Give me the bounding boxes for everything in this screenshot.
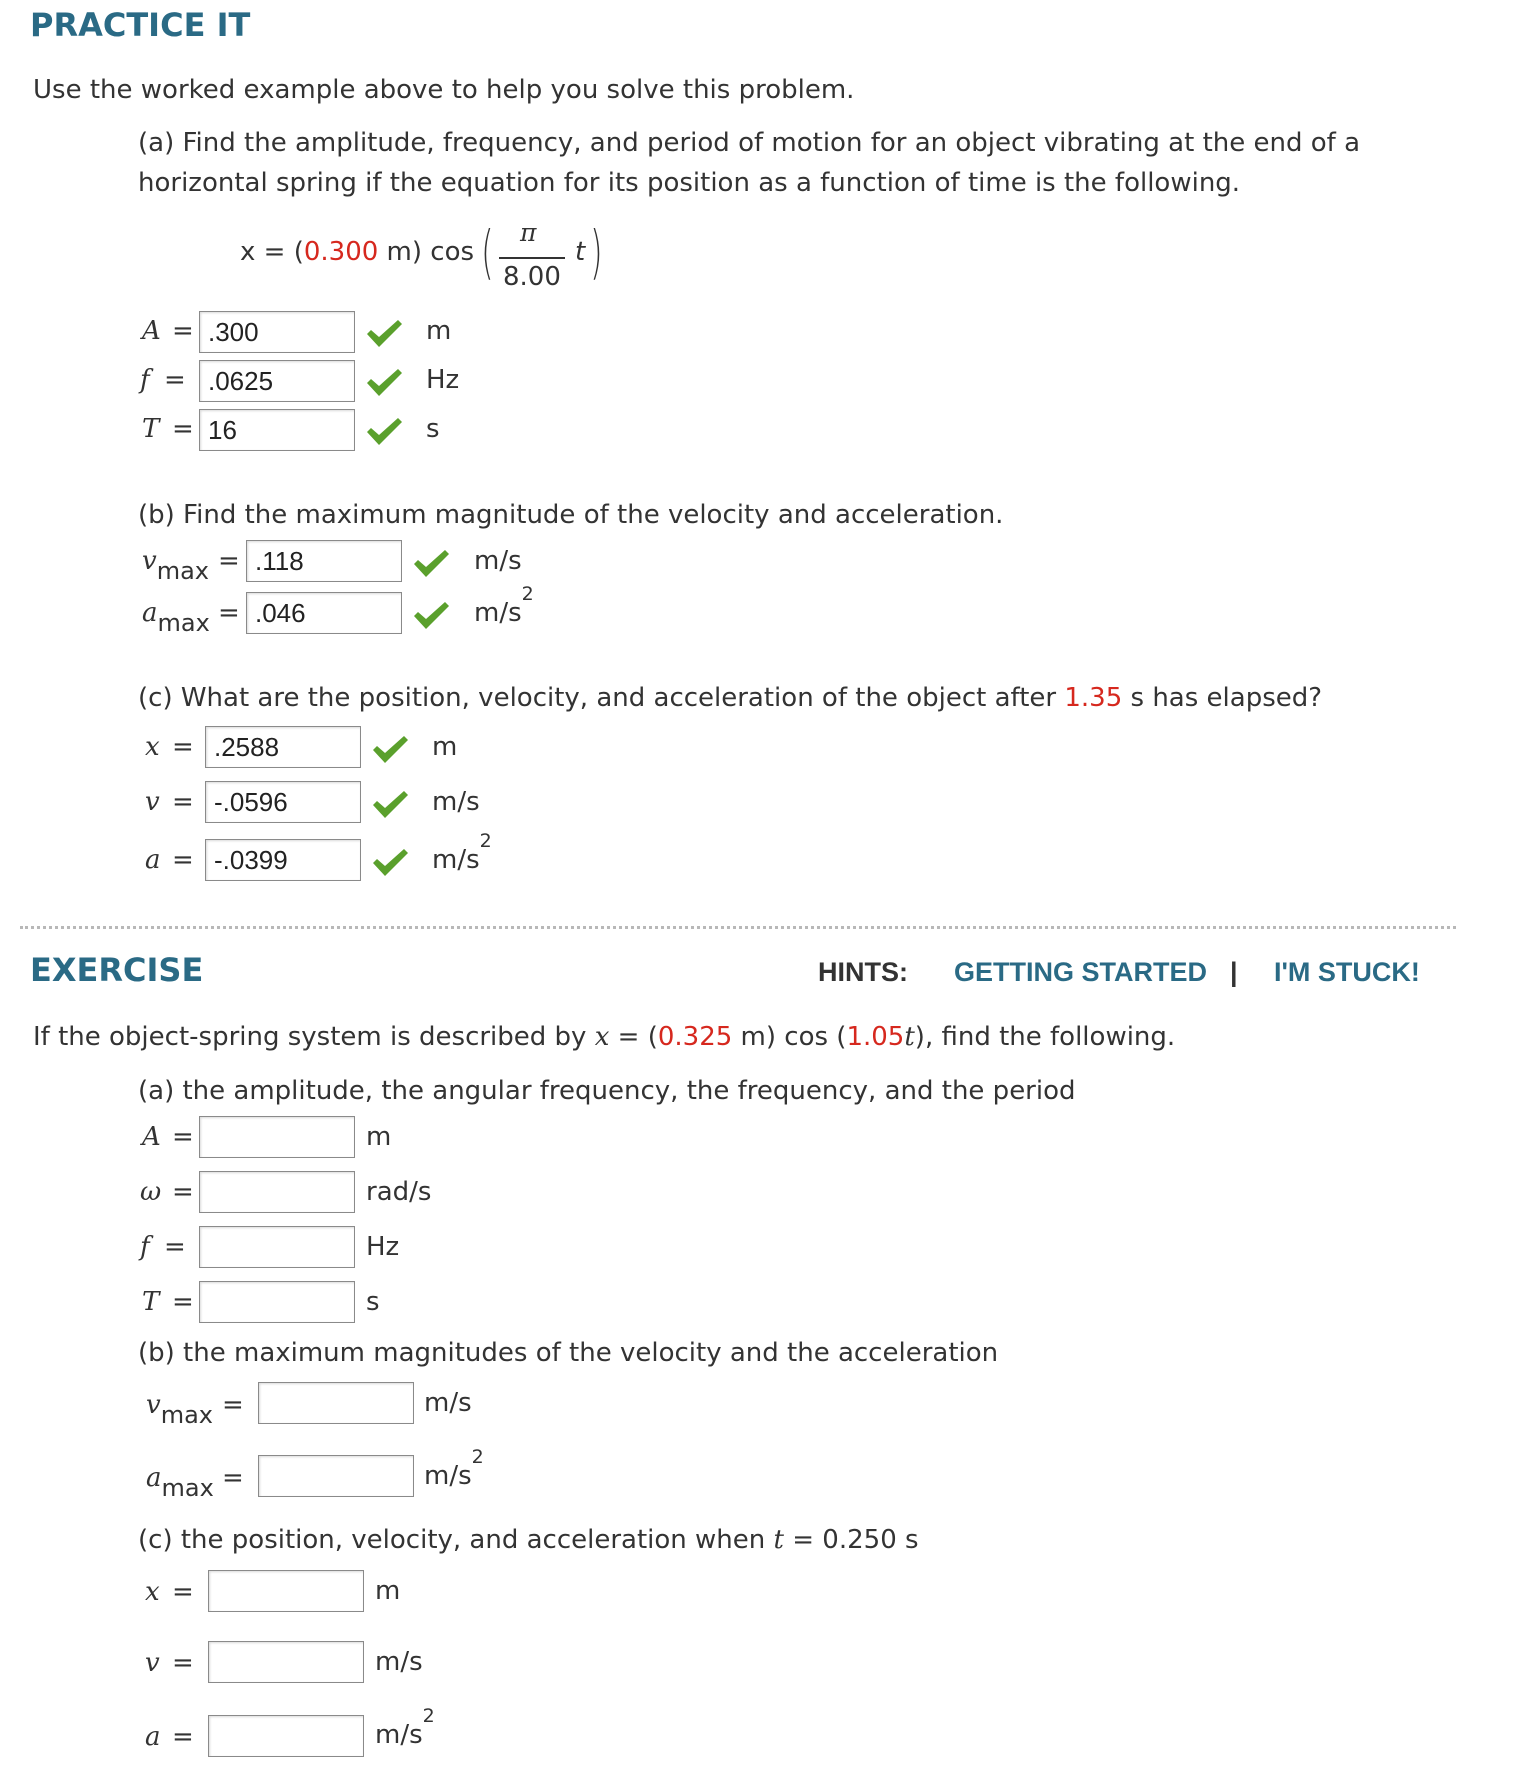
practice-part-b-text: (b) Find the maximum magnitude of the velocity and acceleration. [138,500,1004,530]
frequency-unit: Hz [426,365,460,395]
frequency-symbol: f [140,365,150,395]
hint-separator: | [1230,957,1238,987]
velocity-answer-field[interactable]: -.0596 [205,781,361,823]
velocity-unit: m/s [375,1647,423,1677]
hint-im-stuck-link[interactable]: I'M STUCK! [1274,957,1420,987]
equation-t: t [575,237,586,267]
amplitude-unit: m [366,1122,392,1152]
exercise-heading: EXERCISE [30,951,204,989]
exercise-intro: If the object-spring system is described by x = (0.325 m) cos (1.05t), find the following. [33,1022,1176,1052]
exercise-period-input[interactable] [199,1281,355,1323]
exercise-angular-frequency-input[interactable] [199,1171,355,1213]
equals-sign: = [172,1577,194,1607]
acceleration-unit: m/s [375,1720,423,1750]
velocity-symbol: v [145,1648,160,1678]
exercise-part-a-text: (a) the amplitude, the angular frequency, the frequency, and the period [138,1076,1076,1106]
period-unit: s [366,1287,380,1317]
amplitude-symbol: A [142,316,161,346]
equals-sign: = [172,1122,194,1152]
vmax-unit: m/s [424,1388,472,1418]
exercise-part-c-text-2: = 0.250 s [783,1525,919,1555]
equals-sign: = [222,1463,244,1493]
checkmark-icon [371,789,409,819]
amax-answer-field[interactable]: .046 [246,592,402,634]
equation-open-paren: ( [481,218,494,286]
acceleration-unit-exponent: 2 [479,830,492,852]
velocity-symbol: v [145,787,160,817]
amax-unit-exponent: 2 [471,1446,484,1468]
practice-part-c-text-2: s has elapsed? [1122,683,1323,713]
position-symbol: x [145,732,160,762]
position-symbol: x [145,1577,160,1607]
exercise-amplitude-input[interactable] [199,1116,355,1158]
equals-sign: = [172,1648,194,1678]
equals-sign: = [164,365,186,395]
vmax-subscript: max [156,557,209,585]
exercise-frequency-input[interactable] [199,1226,355,1268]
vmax-subscript: max [160,1401,213,1429]
vmax-unit: m/s [474,546,522,576]
exercise-part-c-var: t [773,1525,784,1555]
section-divider [20,926,1456,929]
equals-sign: = [172,1177,194,1207]
period-unit: s [426,414,440,444]
frequency-answer-field[interactable]: .0625 [199,360,355,402]
equation-mid: m) cos [378,237,475,267]
equals-sign: = [172,414,194,444]
acceleration-symbol: a [145,1722,161,1752]
equation-close-paren: ) [590,218,603,286]
period-symbol: T [142,1287,160,1317]
equals-sign: = [172,1287,194,1317]
checkmark-icon [365,367,403,397]
equals-sign: = [172,1722,194,1752]
acceleration-unit-exponent: 2 [422,1705,435,1727]
amplitude-symbol: A [142,1122,161,1152]
checkmark-icon [365,416,403,446]
amax-symbol: a [142,598,158,628]
position-unit: m [432,732,458,762]
equation-lhs: x = ( [240,237,304,267]
equals-sign: = [172,316,194,346]
amax-symbol: a [146,1463,162,1493]
amax-unit: m/s [424,1461,472,1491]
equals-sign: = [172,845,194,875]
position-answer-field[interactable]: .2588 [205,726,361,768]
equals-sign: = [172,787,194,817]
angular-frequency-unit: rad/s [366,1177,432,1207]
exercise-acceleration-input[interactable] [208,1715,364,1757]
checkmark-icon [371,847,409,877]
amax-unit-exponent: 2 [521,583,534,605]
vmax-symbol: v [142,546,157,576]
amax-subscript: max [161,1474,214,1502]
amax-unit: m/s [474,598,522,628]
acceleration-answer-field[interactable]: -.0399 [205,839,361,881]
exercise-amax-input[interactable] [258,1455,414,1497]
velocity-unit: m/s [432,787,480,817]
equals-sign: = [164,1232,186,1262]
practice-intro: Use the worked example above to help you solve this problem. [33,75,855,105]
practice-part-c-text-1: (c) What are the position, velocity, and acceleration of the object after [138,683,1065,713]
exercise-part-b-text: (b) the maximum magnitudes of the velocity and the acceleration [138,1338,999,1368]
vmax-symbol: v [146,1390,161,1420]
acceleration-unit: m/s [432,845,480,875]
amplitude-unit: m [426,316,452,346]
practice-part-a-text-2: horizontal spring if the equation for its position as a function of time is the following. [138,168,1241,198]
equation-denominator: 8.00 [503,262,561,292]
checkmark-icon [365,318,403,348]
period-symbol: T [142,414,160,444]
equation-numerator: π [520,218,537,247]
equals-sign: = [172,732,194,762]
period-answer-field[interactable]: 16 [199,409,355,451]
equation-fraction-bar [499,257,565,259]
frequency-unit: Hz [366,1232,400,1262]
amax-subscript: max [157,609,210,637]
checkmark-icon [412,600,450,630]
exercise-velocity-input[interactable] [208,1641,364,1683]
angular-frequency-symbol: ω [140,1177,162,1207]
exercise-vmax-input[interactable] [258,1382,414,1424]
amplitude-answer-field[interactable]: .300 [199,311,355,353]
frequency-symbol: f [140,1232,150,1262]
checkmark-icon [412,548,450,578]
practice-part-a-text-1: (a) Find the amplitude, frequency, and period of motion for an object vibrating at the end of a [138,128,1360,158]
position-unit: m [375,1576,401,1606]
hints-label: HINTS: [818,957,908,987]
equals-sign: = [218,598,240,628]
hint-getting-started-link[interactable]: GETTING STARTED [954,957,1207,987]
practice-heading: PRACTICE IT [30,6,251,44]
vmax-answer-field[interactable]: .118 [246,540,402,582]
checkmark-icon [371,734,409,764]
equation-amplitude: 0.300 [303,237,379,267]
exercise-position-input[interactable] [208,1570,364,1612]
acceleration-symbol: a [145,845,161,875]
equals-sign: = [222,1390,244,1420]
practice-part-c-time: 1.35 [1064,683,1123,713]
exercise-part-c-text-1: (c) the position, velocity, and acceleration when [138,1525,774,1555]
equals-sign: = [218,546,240,576]
